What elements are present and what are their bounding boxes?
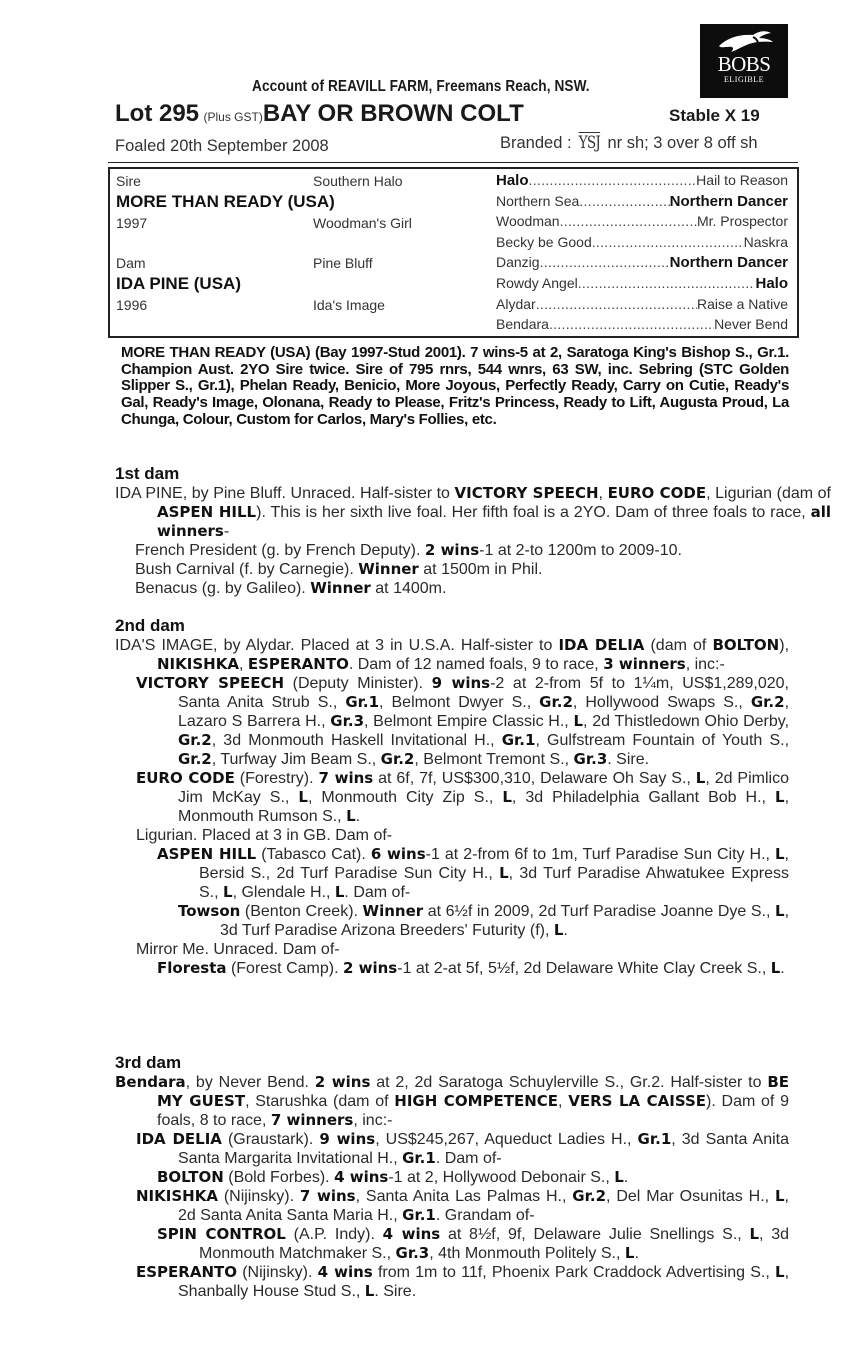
grandparent-row bbox=[496, 254, 788, 271]
progeny-entry bbox=[135, 560, 789, 579]
text: French President (g. by French Deputy). bbox=[135, 542, 425, 559]
bold-text: Gr.2 bbox=[572, 1187, 607, 1205]
ancestor-sire-name: Northern Dancer bbox=[669, 192, 788, 210]
sire-name: MORE THAN READY (USA) bbox=[116, 192, 335, 211]
bold-text: L bbox=[775, 902, 785, 920]
pedigree-entry bbox=[136, 940, 789, 959]
text: Mirror Me. Unraced. Dam of- bbox=[136, 941, 340, 958]
bold-text: EURO CODE bbox=[607, 484, 707, 502]
bold-text: Gr.1 bbox=[402, 1149, 436, 1167]
bold-text: L bbox=[502, 788, 512, 806]
leader-dots bbox=[549, 316, 714, 332]
lot-number: Lot 295 bbox=[115, 100, 200, 127]
text: , inc:- bbox=[353, 1112, 393, 1129]
text: . bbox=[563, 922, 568, 939]
text: , Del Mar Osunitas H., bbox=[606, 1188, 775, 1205]
text: , Ligurian (dam of bbox=[706, 485, 832, 502]
bold-text: VICTORY SPEECH bbox=[136, 674, 285, 692]
bold-text: L bbox=[298, 788, 308, 806]
progeny-entry bbox=[135, 579, 789, 598]
bold-text: Gr.2 bbox=[380, 750, 415, 768]
leader-dots bbox=[592, 234, 744, 250]
leader-dots bbox=[578, 275, 756, 292]
foaled-date: Foaled 20th September 2008 bbox=[115, 137, 329, 155]
text: (dam of bbox=[644, 637, 713, 654]
bold-text: L bbox=[334, 883, 345, 901]
pedigree-entry bbox=[136, 826, 789, 845]
ancestor-name: Halo bbox=[496, 172, 529, 189]
bold-text: L bbox=[774, 845, 785, 863]
text: (Nijinsky). bbox=[217, 1188, 300, 1205]
text: -1 at 2-from 6f to 1m, Turf Paradise Sun City H., bbox=[425, 846, 775, 863]
bold-text: 4 wins bbox=[334, 1168, 389, 1186]
pedigree-entry bbox=[136, 1263, 789, 1301]
logo-text-bobs: BOBS bbox=[717, 52, 771, 76]
bold-text: Gr.3 bbox=[395, 1244, 430, 1262]
text: . Dam of 12 named foals, 9 to race, bbox=[348, 656, 604, 673]
bold-text: Gr.1 bbox=[402, 1206, 436, 1224]
pedigree-entry bbox=[157, 845, 789, 902]
bold-text: Gr.3 bbox=[330, 712, 365, 730]
text: . Dam of- bbox=[435, 1150, 502, 1167]
text: . Sire. bbox=[374, 1283, 417, 1300]
ancestor-sire-name: Hail to Reason bbox=[696, 172, 788, 188]
text: -1 at 2-at 5f, 5½f, 2d Delaware White Clay Creek S., bbox=[397, 960, 771, 977]
text: -1 at 2, Hollywood Debonair S., bbox=[388, 1169, 615, 1186]
header-divider bbox=[108, 162, 798, 163]
pedigree-entry bbox=[157, 1225, 789, 1263]
stable-number: Stable X 19 bbox=[669, 106, 760, 125]
bold-text: NIKISHKA bbox=[136, 1187, 218, 1205]
first-dam-heading: 1st dam bbox=[115, 464, 180, 483]
bold-text: 6 wins bbox=[370, 845, 426, 863]
bold-text: 7 wins bbox=[318, 769, 374, 787]
sire-summary: MORE THAN READY (USA) (Bay 1997-Stud 2001). 7 wins-5 at 2, Saratoga King's Bishop S., Gr.1. Champion Aust. 2YO Sire twice. Sire of 795 rnrs, 544 wnrs, 63 SW, inc. Sebring (STC Golden Slipper S., Gr.1), Phelan Ready, Benicio, More Joyous, Perfectly Ready, Carry on Cutie, Ready's Gal, Ready's Image, Olonana, Ready to Please, Fritz's Princess, Ready to Lift, Augusta Proud, La Chunga, Colour, Custom for Carlos, Mary's Follies, etc. bbox=[121, 344, 789, 428]
bold-text: Gr.2 bbox=[178, 750, 212, 768]
vendor-account: Account of REAVILL FARM, Freemans Reach, NSW. bbox=[252, 78, 590, 95]
bold-text: Gr.1 bbox=[501, 731, 536, 749]
pedigree-entry bbox=[115, 1073, 789, 1130]
grandparent-row bbox=[496, 296, 788, 312]
ancestor-name: Danzig bbox=[496, 254, 540, 271]
text: from 1m to 11f, Phoenix Park Craddock Advertising S., bbox=[372, 1264, 776, 1281]
text: , inc:- bbox=[685, 656, 725, 673]
pedigree-entry bbox=[157, 959, 789, 978]
leader-dots bbox=[529, 172, 697, 189]
bold-text: Gr.2 bbox=[750, 693, 785, 711]
bold-text: L bbox=[346, 807, 356, 825]
bobs-eligible-logo bbox=[700, 24, 788, 98]
text: , Monmouth City Zip S., bbox=[307, 789, 503, 806]
bold-text: IDA DELIA bbox=[558, 636, 645, 654]
ancestor-sire-name: Northern Dancer bbox=[669, 254, 788, 272]
first-dam-intro bbox=[115, 484, 831, 541]
second-dam-heading: 2nd dam bbox=[115, 616, 185, 635]
bold-text: NIKISHKA bbox=[157, 655, 239, 673]
bold-text: Bendara bbox=[115, 1073, 186, 1091]
text: , Hollywood Swaps S., bbox=[572, 694, 751, 711]
text: . Sire. bbox=[607, 751, 650, 768]
bold-text: ASPEN HILL bbox=[157, 503, 257, 521]
text: Bush Carnival (f. by Carnegie). bbox=[135, 561, 359, 578]
text: IDA'S IMAGE, by Alydar. Placed at 3 in U.S.A. Half-sister to bbox=[115, 637, 559, 654]
bold-text: L bbox=[573, 712, 584, 730]
sire-dam: Woodman's Girl bbox=[313, 215, 412, 231]
text: at 8½f, 9f, Delaware Julie Snellings S., bbox=[440, 1226, 750, 1243]
dam-sire: Pine Bluff bbox=[313, 255, 373, 271]
bold-text: Gr.1 bbox=[345, 693, 380, 711]
text: . Grandam of- bbox=[435, 1207, 535, 1224]
leader-dots bbox=[579, 193, 669, 210]
text: , 3d Philadelphia Gallant Bob H., bbox=[511, 789, 775, 806]
pedigree-entry bbox=[178, 902, 789, 940]
bold-text: L bbox=[775, 1263, 785, 1281]
pedigree-entry bbox=[136, 674, 789, 769]
ancestor-name: Northern Sea bbox=[496, 192, 580, 209]
progeny-entry bbox=[135, 541, 789, 560]
ancestor-sire-name: Halo bbox=[755, 275, 788, 292]
bold-text: 3 winners bbox=[603, 655, 686, 673]
gst-note: (Plus GST) bbox=[203, 110, 263, 124]
bold-text: Floresta bbox=[157, 959, 227, 977]
text: (A.P. Indy). bbox=[285, 1226, 383, 1243]
ancestor-name: Woodman bbox=[496, 213, 560, 230]
text: . bbox=[780, 960, 785, 977]
text: , Belmont Empire Classic H., bbox=[364, 713, 574, 730]
bold-text: Gr.3 bbox=[573, 750, 608, 768]
sire-sire: Southern Halo bbox=[313, 173, 403, 189]
text: . bbox=[634, 1245, 639, 1262]
leader-dots bbox=[560, 213, 697, 229]
sire-year: 1997 bbox=[116, 215, 148, 231]
second-dam-entries bbox=[115, 636, 789, 978]
text: at 1400m. bbox=[370, 580, 447, 597]
text: . bbox=[623, 1169, 629, 1186]
text: at 2, 2d Saratoga Schuylerville S., Gr.2. Half-sister to bbox=[370, 1074, 768, 1091]
text: , Belmont Dwyer S., bbox=[379, 694, 540, 711]
text: , 2d Thistledown Ohio Derby, bbox=[583, 713, 790, 730]
text: . bbox=[355, 808, 361, 825]
text: -1 at 2-to 1200m to 2009-10. bbox=[479, 542, 682, 559]
bold-text: 4 wins bbox=[317, 1263, 373, 1281]
text: Ligurian. Placed at 3 in GB. Dam of- bbox=[136, 827, 393, 844]
text: at 6f, 7f, US$300,310, Delaware Oh Say S., bbox=[373, 770, 696, 787]
bold-text: L bbox=[624, 1244, 635, 1262]
text: , Gulfstream Fountain of Youth S., bbox=[535, 732, 790, 749]
dam-label: Dam bbox=[116, 255, 146, 271]
pedigree-entry bbox=[136, 1187, 789, 1225]
bold-text: BOLTON bbox=[157, 1168, 224, 1186]
text: , Belmont Tremont S., bbox=[414, 751, 574, 768]
text: , 2d Pimlico Jim McKay S., bbox=[178, 770, 789, 806]
bold-text: ASPEN HILL bbox=[157, 845, 257, 863]
ancestor-sire-name: Mr. Prospector bbox=[696, 213, 788, 230]
text: , 3d Turf Paradise Arizona Breeders' Futurity (f), bbox=[220, 903, 790, 939]
ancestor-sire-name: Never Bend bbox=[714, 316, 788, 333]
ancestor-name: Becky be Good bbox=[496, 233, 592, 250]
bold-text: L bbox=[770, 959, 781, 977]
bold-text: Towson bbox=[178, 902, 241, 920]
text: (Forestry). bbox=[234, 770, 319, 787]
text: . Dam of- bbox=[344, 884, 411, 901]
text: ), bbox=[779, 637, 790, 654]
bold-text: Winner bbox=[358, 560, 419, 578]
text: , 3d Monmouth Matchmaker S., bbox=[199, 1226, 790, 1262]
bold-text: 9 wins bbox=[319, 1130, 376, 1148]
grandparent-row bbox=[496, 193, 788, 210]
bold-text: 4 wins bbox=[382, 1225, 441, 1243]
bold-text: SPIN CONTROL bbox=[157, 1225, 286, 1243]
horse-description: BAY OR BROWN COLT bbox=[262, 100, 524, 127]
ancestor-name: Alydar bbox=[496, 295, 536, 312]
text: , Shanbally House Stud S., bbox=[178, 1264, 790, 1300]
text: (Deputy Minister). bbox=[284, 675, 432, 692]
grandparent-row bbox=[496, 275, 788, 292]
text: - bbox=[223, 523, 230, 540]
bold-text: 2 wins bbox=[424, 541, 480, 559]
bold-text: L bbox=[774, 1187, 785, 1205]
grandparent-row bbox=[496, 172, 788, 189]
text: , 2d Santa Anita Santa Maria H., bbox=[178, 1188, 789, 1224]
grandparent-row bbox=[496, 213, 788, 229]
brand-mark-icon: $\overline{YSJ}$ bbox=[578, 133, 601, 153]
horse-head-icon bbox=[713, 28, 775, 54]
text: (Graustark). bbox=[221, 1131, 320, 1148]
text: ). This is her sixth live foal. Her fifth foal is a 2YO. Dam of three foals to race, bbox=[256, 504, 811, 521]
bold-text: L bbox=[695, 769, 706, 787]
text: , 3d Turf Paradise Ahwatukee Express S., bbox=[199, 865, 790, 901]
grandparent-row bbox=[496, 234, 788, 250]
text: at 6½f in 2009, 2d Turf Paradise Joanne Dye S., bbox=[423, 903, 775, 920]
bold-text: L bbox=[499, 864, 509, 882]
text: (Bold Forbes). bbox=[223, 1169, 335, 1186]
text: ). Dam of 9 foals, 8 to race, bbox=[157, 1093, 789, 1129]
leader-dots bbox=[536, 296, 697, 312]
text: , bbox=[598, 485, 608, 502]
text: at 1500m in Phil. bbox=[418, 561, 543, 578]
third-dam-entries bbox=[115, 1073, 789, 1301]
bold-text: L bbox=[614, 1168, 624, 1186]
text: , 3d Monmouth Haskell Invitational H., bbox=[211, 732, 502, 749]
dam-year: 1996 bbox=[116, 297, 148, 313]
text: , Turfway Jim Beam S., bbox=[211, 751, 381, 768]
bold-text: 2 wins bbox=[342, 959, 398, 977]
first-dam-progeny bbox=[135, 541, 789, 598]
bold-text: L bbox=[749, 1225, 760, 1243]
text: , Bersid S., 2d Turf Paradise Sun City H., bbox=[199, 846, 789, 882]
text: , 4th Monmouth Politely S., bbox=[429, 1245, 625, 1262]
text: , US$245,267, Aqueduct Ladies H., bbox=[375, 1131, 638, 1148]
dam-dam: Ida's Image bbox=[313, 297, 385, 313]
bold-text: VERS LA CAISSE bbox=[568, 1092, 706, 1110]
bold-text: Gr.1 bbox=[637, 1130, 672, 1148]
text: (Nijinsky). bbox=[237, 1264, 318, 1281]
bold-text: BOLTON bbox=[712, 636, 780, 654]
bold-text: Winner bbox=[310, 579, 371, 597]
dam-name: IDA PINE (USA) bbox=[116, 274, 241, 293]
bold-text: Gr.2 bbox=[539, 693, 573, 711]
bold-text: ESPERANTO bbox=[136, 1263, 237, 1281]
text: , Glendale H., bbox=[232, 884, 335, 901]
bold-text: 7 wins bbox=[299, 1187, 356, 1205]
bold-text: Gr.2 bbox=[178, 731, 212, 749]
text: (Forest Camp). bbox=[226, 960, 343, 977]
ancestor-name: Bendara bbox=[496, 316, 549, 333]
text: , bbox=[238, 656, 248, 673]
bold-text: all winners bbox=[157, 503, 831, 540]
ancestor-sire-name: Naskra bbox=[743, 233, 788, 250]
bold-text: VICTORY SPEECH bbox=[454, 484, 599, 502]
text: Benacus (g. by Galileo). bbox=[135, 580, 311, 597]
bold-text: 7 winners bbox=[270, 1111, 354, 1129]
bold-text: BE MY GUEST bbox=[157, 1073, 790, 1110]
text: , Santa Anita Las Palmas H., bbox=[355, 1188, 573, 1205]
bold-text: L bbox=[775, 788, 785, 806]
bold-text: L bbox=[364, 1282, 375, 1300]
text: , by Never Bend. bbox=[185, 1074, 315, 1091]
bold-text: EURO CODE bbox=[136, 769, 235, 787]
bold-text: ESPERANTO bbox=[247, 655, 349, 673]
brand-info bbox=[500, 133, 758, 153]
text: IDA PINE, by Pine Bluff. Unraced. Half-sister to bbox=[115, 485, 455, 502]
bold-text: 9 wins bbox=[431, 674, 491, 692]
ancestor-sire-name: Raise a Native bbox=[696, 295, 788, 312]
sire-label: Sire bbox=[116, 173, 141, 189]
branded-label: Branded : bbox=[500, 134, 572, 152]
pedigree-entry bbox=[115, 636, 789, 674]
text: (Tabasco Cat). bbox=[256, 846, 371, 863]
ancestor-name: Rowdy Angel bbox=[496, 275, 578, 291]
pedigree-entry bbox=[136, 769, 789, 826]
bold-text: HIGH COMPETENCE bbox=[394, 1092, 559, 1110]
text: , bbox=[558, 1093, 569, 1110]
pedigree-entry bbox=[157, 1168, 789, 1187]
lot-title bbox=[115, 100, 524, 128]
text: , Lazaro S Barrera H., bbox=[178, 694, 790, 730]
pedigree-entry bbox=[136, 1130, 789, 1168]
bold-text: Winner bbox=[362, 902, 424, 920]
branded-details: nr sh; 3 over 8 off sh bbox=[607, 134, 758, 152]
third-dam-heading: 3rd dam bbox=[115, 1053, 182, 1072]
text: -2 at 2-from 5f to 1¼m, US$1,289,020, Santa Anita Strub S., bbox=[178, 675, 790, 711]
text: , Starushka (dam of bbox=[245, 1093, 395, 1110]
bold-text: 2 wins bbox=[314, 1073, 371, 1091]
bold-text: L bbox=[553, 921, 564, 939]
logo-text-eligible: ELIGIBLE bbox=[724, 75, 764, 84]
text: (Benton Creek). bbox=[240, 903, 363, 920]
grandparent-row bbox=[496, 316, 788, 332]
leader-dots bbox=[540, 254, 670, 271]
bold-text: IDA DELIA bbox=[136, 1130, 222, 1148]
bold-text: L bbox=[223, 883, 233, 901]
text: , Monmouth Rumson S., bbox=[178, 789, 790, 825]
text: , 3d Santa Anita Santa Margarita Invitational H., bbox=[178, 1131, 790, 1167]
